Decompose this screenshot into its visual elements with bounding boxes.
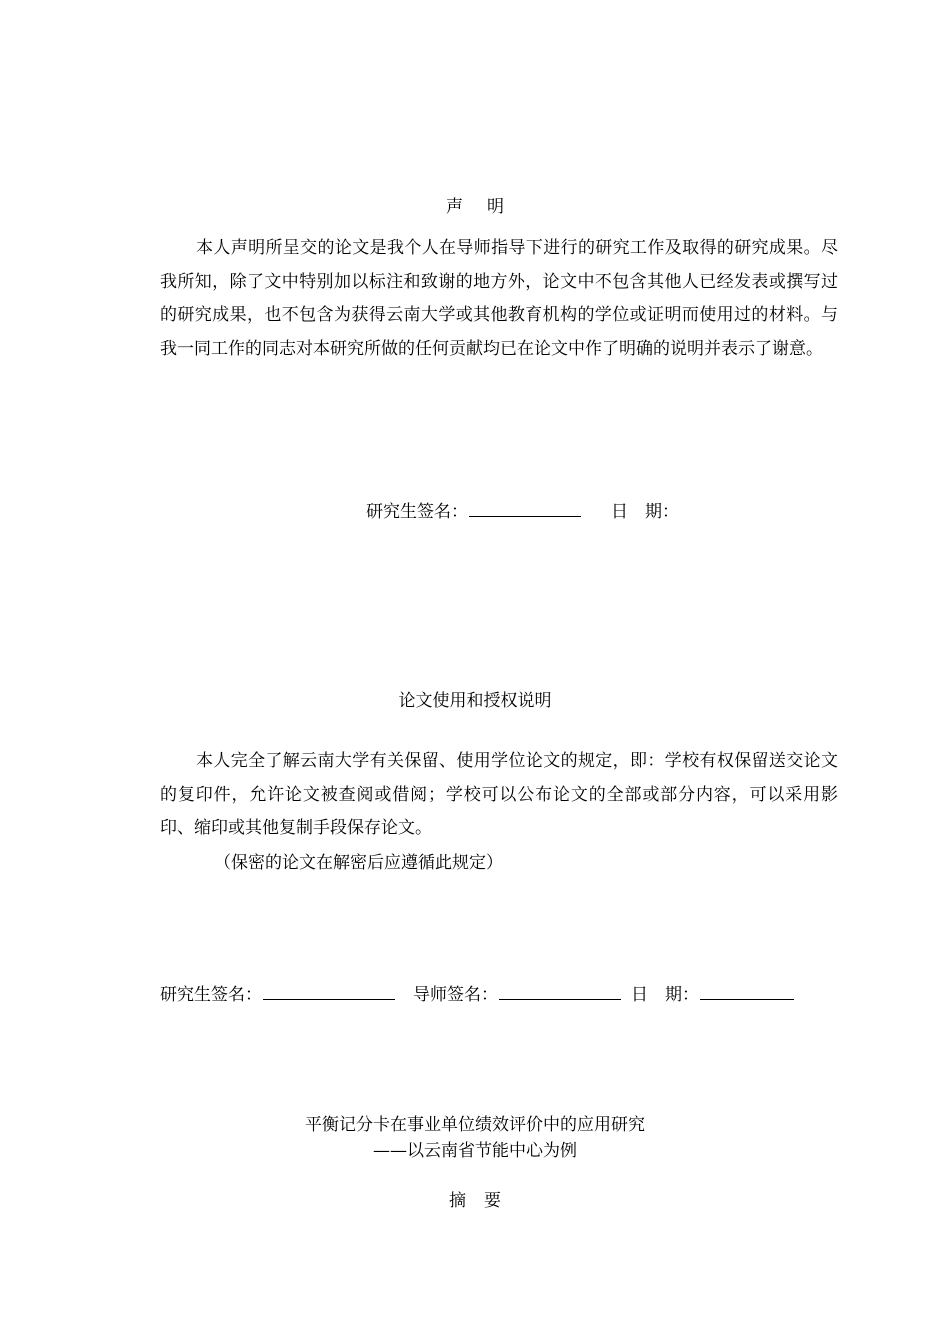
- declaration-signature-row: [366, 497, 679, 522]
- abstract-heading: 摘要: [449, 1191, 519, 1211]
- date-field[interactable]: [700, 985, 794, 1000]
- advisor-signature-label: 导师签名：: [413, 985, 498, 1005]
- authorization-body: 本人完全了解云南大学有关保留、使用学位论文的规定，即：学校有权保留送交论文的复印件，允许论文被查阅或借阅；学校可以公布论文的全部或部分内容，可以采用影印、缩印或其他复制手段保存论文。: [160, 751, 838, 838]
- student-signature-field[interactable]: [469, 502, 581, 517]
- confidentiality-note: （保密的论文在解密后应遵循此规定）: [214, 853, 503, 873]
- declaration-body: 本人声明所呈交的论文是我个人在导师指导下进行的研究工作及取得的研究成果。尽我所知，除了文中特别加以标注和致谢的地方外，论文中不包含其他人已经发表或撰写过的研究成果，也不包含为获得云南大学或其他教育机构的学位或证明而使用过的材料。与我一同工作的同志对本研究所做的任何贡献均已在论文中作了明确的说明并表示了谢意。: [160, 238, 838, 359]
- thesis-title: 平衡记分卡在事业单位绩效评价中的应用研究: [305, 1115, 645, 1135]
- thesis-subtitle: ——以云南省节能中心为例: [373, 1141, 577, 1161]
- date-label: 日 期：: [631, 985, 699, 1005]
- declaration-title: 声明: [446, 197, 528, 217]
- authorization-title: 论文使用和授权说明: [398, 691, 552, 711]
- date-label: 日 期：: [611, 502, 679, 522]
- student-signature-label: 研究生签名：: [160, 985, 262, 1005]
- authorization-signature-row: [160, 980, 796, 1005]
- advisor-signature-field[interactable]: [499, 985, 621, 1000]
- student-signature-field[interactable]: [263, 985, 395, 1000]
- student-signature-label: 研究生签名：: [366, 502, 468, 522]
